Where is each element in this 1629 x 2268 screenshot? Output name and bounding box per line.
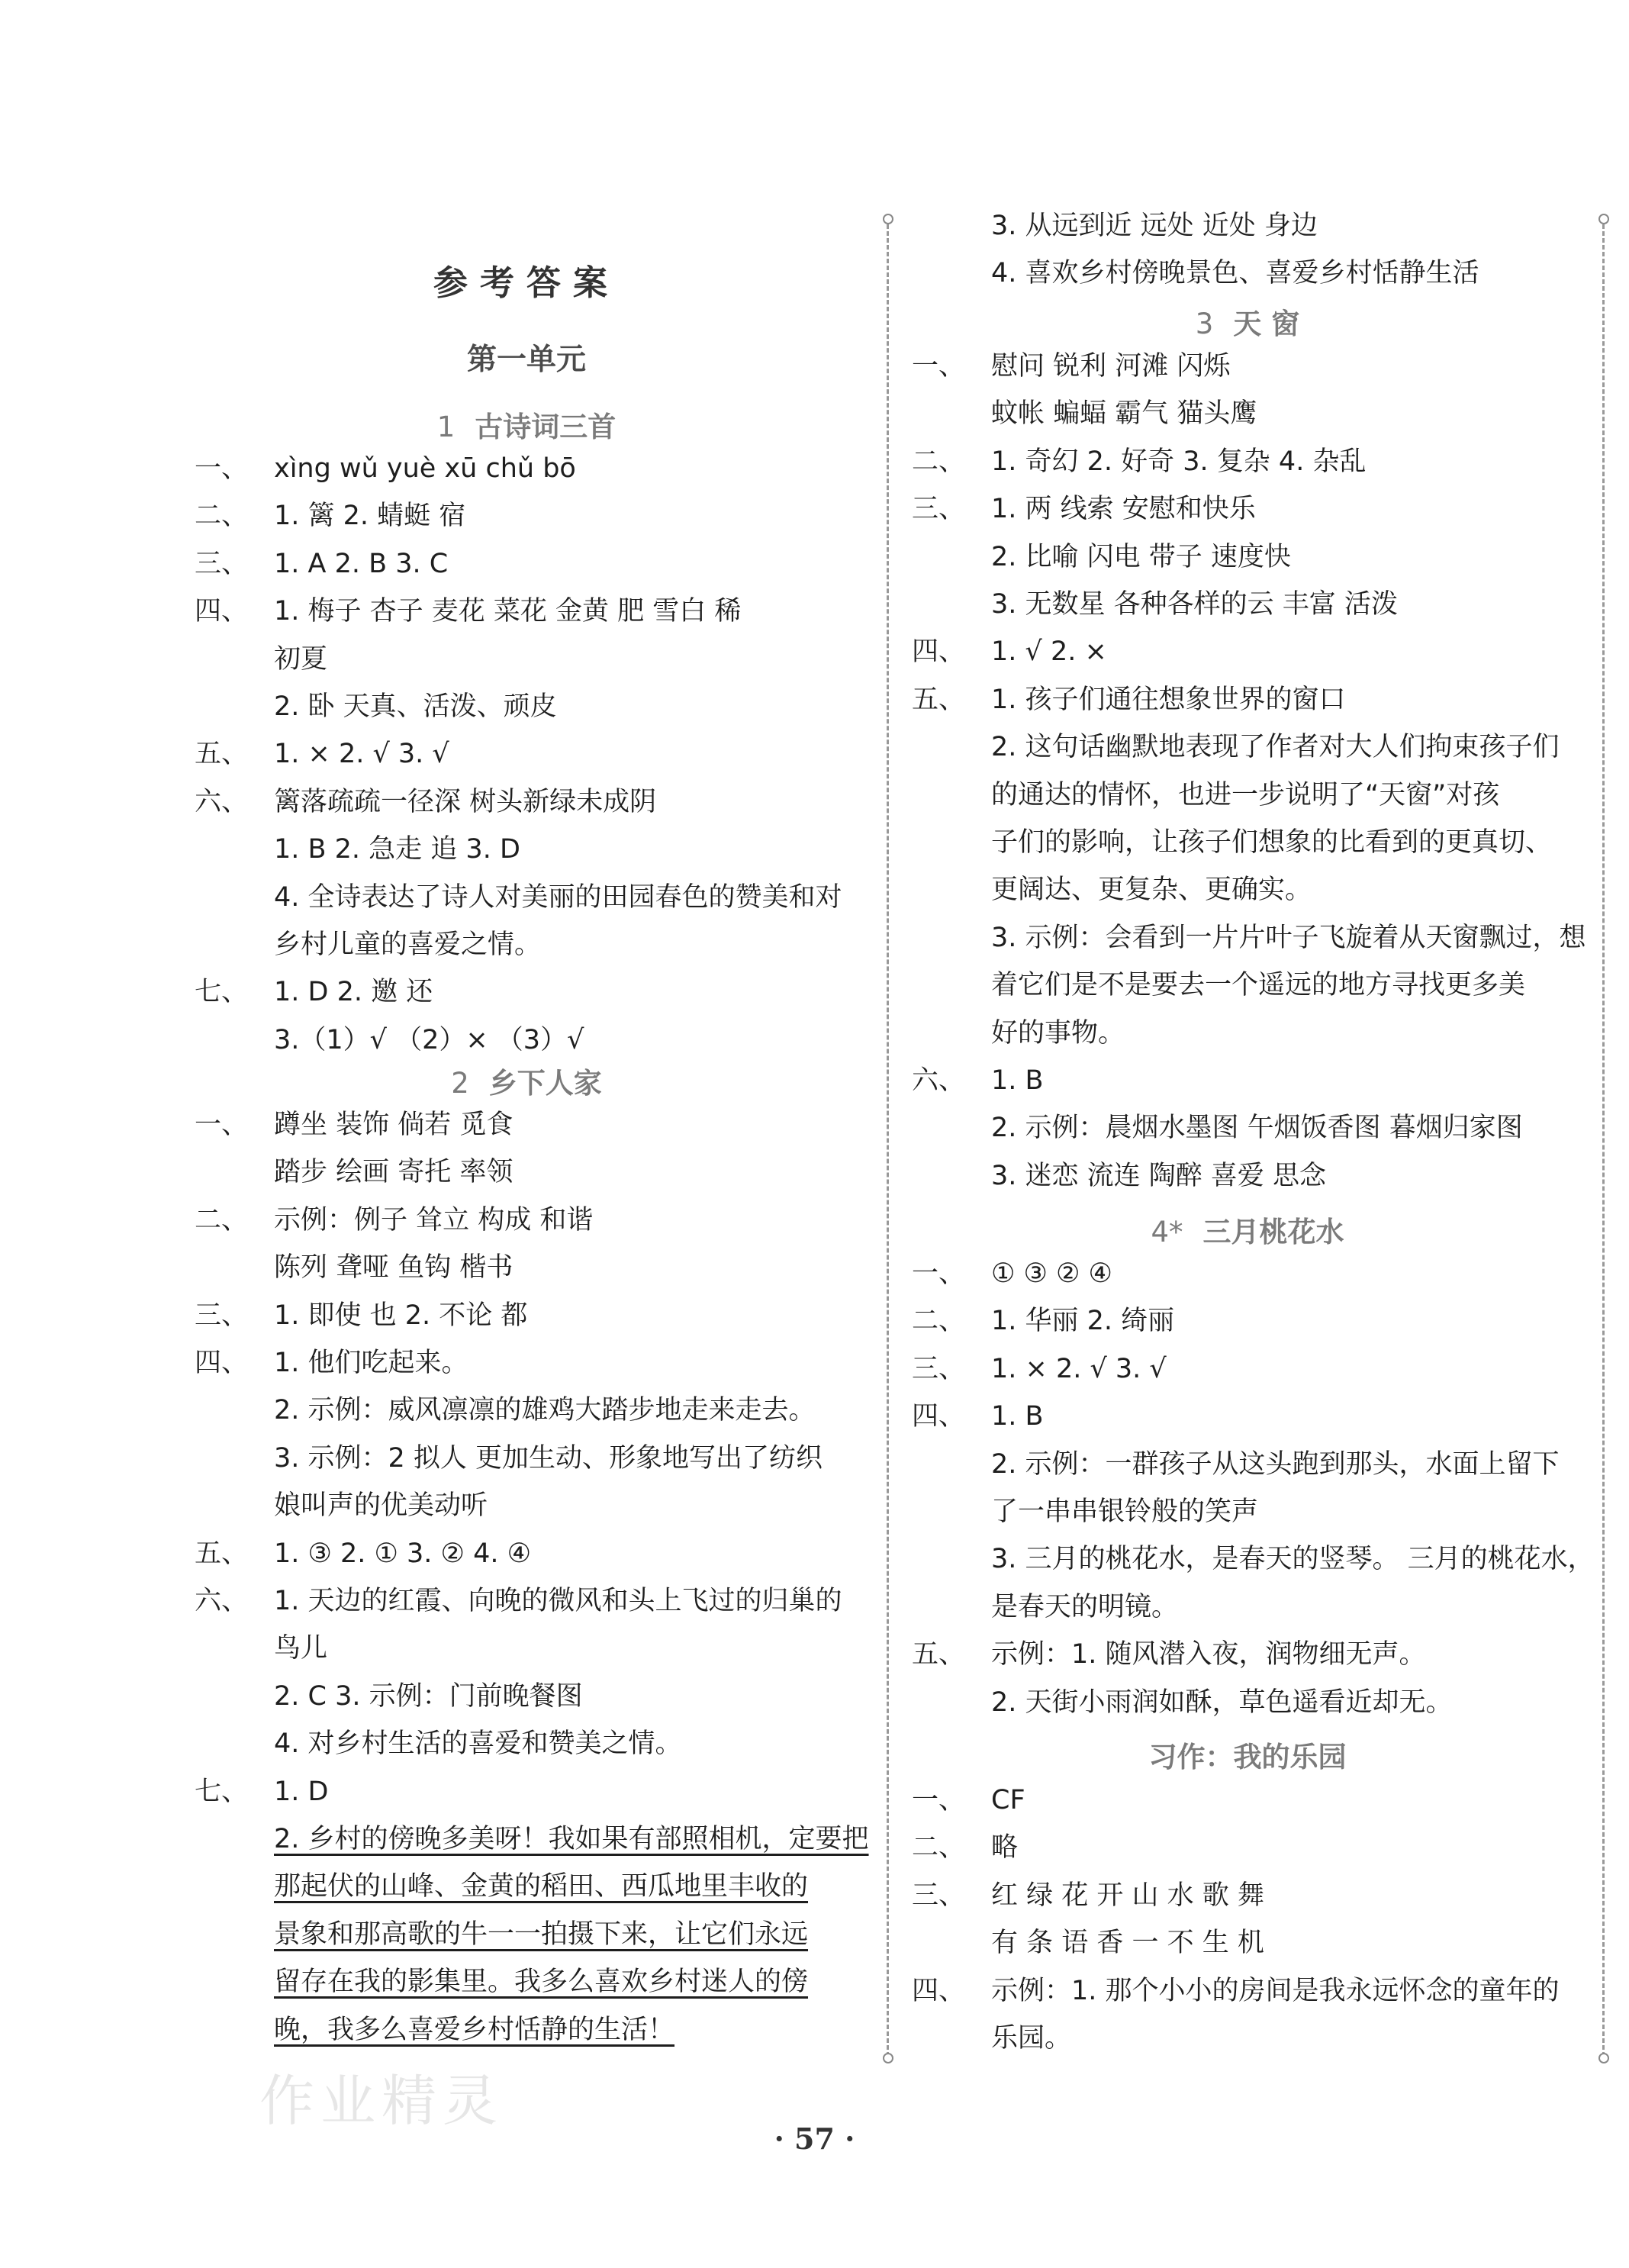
- answer-line: [195, 879, 842, 916]
- answer-text: 1. 天边的红霞、向晚的微风和头上飞过的归巢的: [274, 1586, 842, 1616]
- question-label: 四、: [195, 596, 249, 627]
- answer-line: [912, 208, 1318, 244]
- answer-line: [912, 1255, 1112, 1292]
- answer-line: [912, 1636, 1426, 1673]
- answer-line: [195, 1868, 808, 1905]
- answer-line: [912, 1015, 1125, 1052]
- question-label: 三、: [195, 548, 249, 579]
- answer-text: 2. 比喻 闪电 带子 速度快: [991, 541, 1291, 572]
- question-label: 六、: [912, 1065, 966, 1096]
- answer-text: 娘叫声的优美动听: [274, 1490, 488, 1522]
- answer-line: [195, 1154, 513, 1190]
- answer-text: 1. 他们吃起来。: [274, 1348, 468, 1378]
- answer-text: 1. 篱 2. 蜻蜓 宿: [274, 501, 466, 532]
- answer-text: 红 绿 花 开 山 水 歌 舞: [991, 1880, 1264, 1911]
- page-number: · 57 ·: [774, 2121, 855, 2156]
- section-heading: [912, 1213, 1583, 1252]
- answer-line: [195, 498, 465, 534]
- section-title: 天 窗: [1233, 308, 1300, 340]
- answer-line: [912, 2020, 1071, 2057]
- section-number: 2: [451, 1067, 469, 1100]
- answer-line: [912, 1446, 1560, 1483]
- answer-text: 好的事物。: [991, 1017, 1125, 1049]
- question-label: 一、: [912, 1258, 966, 1289]
- watermark: 作业精灵: [259, 2069, 504, 2133]
- answer-line: [195, 450, 576, 487]
- answer-line: [912, 1684, 1453, 1721]
- answer-line: [912, 1351, 1167, 1387]
- question-label: 二、: [195, 501, 249, 532]
- answer-line: [195, 1916, 808, 1953]
- answer-line: [195, 1345, 468, 1381]
- answer-text: 2. 乡村的傍晚多美呀！我如果有部照相机，定要把: [274, 1824, 869, 1854]
- section-heading: [195, 408, 858, 446]
- question-label: 五、: [912, 684, 966, 715]
- question-label: 三、: [195, 1300, 249, 1331]
- answer-text: 着它们是不是要去一个遥远的地方寻找更多美: [991, 970, 1526, 1001]
- divider-dot: [883, 2053, 893, 2063]
- answer-text: 3. 迷恋 流连 陶醉 喜爱 思念: [991, 1160, 1327, 1191]
- answer-line: [912, 1062, 1044, 1099]
- answer-line: [195, 784, 656, 820]
- section-number: 3: [1195, 308, 1214, 340]
- answer-text: 1. × 2. √ 3. √: [274, 739, 449, 770]
- answer-text: 1. 即使 也 2. 不论 都: [274, 1300, 528, 1331]
- question-label: 五、: [195, 1538, 249, 1569]
- answer-line: [195, 1297, 527, 1334]
- answer-line: [195, 1678, 583, 1715]
- answer-line: [195, 831, 520, 868]
- answer-text: 1. ③ 2. ① 3. ② 4. ④: [274, 1538, 531, 1569]
- answer-line: [912, 871, 1312, 908]
- answer-line: [195, 1630, 327, 1667]
- answer-line: [912, 1829, 1018, 1866]
- answer-text: 2. 示例：威风凛凛的雄鸡大踏步地走来走去。: [274, 1395, 816, 1426]
- question-label: 四、: [912, 1401, 966, 1432]
- answer-text: 4. 全诗表达了诗人对美丽的田园春色的赞美和对: [274, 881, 842, 913]
- answer-text: 2. 示例：一群孩子从这头跑到那头，水面上留下: [991, 1448, 1560, 1480]
- answer-line: [912, 1398, 1044, 1435]
- answer-line: [912, 1303, 1174, 1339]
- question-label: 二、: [912, 1306, 966, 1337]
- answer-line: [195, 1583, 842, 1619]
- question-label: 七、: [195, 1776, 249, 1807]
- column-divider-right: [1602, 217, 1605, 2057]
- answer-line: [195, 641, 327, 678]
- question-label: 六、: [195, 786, 249, 817]
- answer-line: [912, 824, 1552, 861]
- answer-text: xìng wǔ yuè xū chǔ bō: [274, 453, 576, 484]
- answer-line: [195, 736, 449, 772]
- question-label: 五、: [195, 739, 249, 770]
- answer-text: 1. B: [991, 1065, 1044, 1096]
- answer-text: 3. 示例：会看到一片片叶子飞旋着从天窗飘过，想: [991, 922, 1586, 953]
- answer-line: [195, 926, 541, 963]
- answer-text: 1. 华丽 2. 绮丽: [991, 1306, 1175, 1337]
- answer-line: [195, 1022, 584, 1058]
- question-label: 三、: [912, 1880, 966, 1911]
- question-label: 五、: [912, 1639, 966, 1670]
- answer-line: [195, 1440, 823, 1477]
- question-label: 二、: [912, 446, 966, 477]
- answer-text: 慰问 锐利 河滩 闪烁: [991, 351, 1231, 382]
- answer-line: [195, 974, 433, 1010]
- answer-line: [195, 593, 741, 630]
- answer-text: 2. 这句话幽默地表现了作者对大人们拘束孩子们: [991, 732, 1560, 763]
- divider-dot: [1598, 214, 1609, 224]
- question-label: 一、: [195, 453, 249, 484]
- answer-line: [912, 1541, 1595, 1577]
- question-label: 四、: [912, 1975, 966, 2006]
- answer-line: [912, 681, 1346, 718]
- answer-line: [195, 1535, 531, 1572]
- answer-text: CF: [991, 1785, 1025, 1815]
- answer-line: [195, 688, 557, 725]
- question-label: 六、: [195, 1586, 249, 1616]
- answer-line: [912, 1110, 1523, 1146]
- answer-line: [912, 348, 1230, 385]
- answer-line: [912, 491, 1256, 527]
- answer-text: 3. 无数星 各种各样的云 丰富 活泼: [991, 589, 1398, 620]
- answer-line: [912, 920, 1586, 956]
- question-label: 二、: [195, 1204, 249, 1235]
- answer-text: 2. 示例：晨烟水墨图 午烟饭香图 暮烟归家图: [991, 1113, 1523, 1144]
- answer-line: [912, 1973, 1560, 2009]
- main-title: 参考答案: [433, 263, 620, 303]
- answer-text: 蹲坐 装饰 倘若 觅食: [274, 1110, 513, 1140]
- answer-line: [912, 443, 1366, 480]
- answer-text: 蚊帐 蝙蝠 霸气 猫头鹰: [991, 398, 1257, 430]
- answer-line: [912, 255, 1479, 292]
- answer-line: [195, 1821, 869, 1857]
- answer-text: 3. 示例：2 拟人 更加生动、形象地写出了纺织: [274, 1442, 823, 1474]
- answer-text: 那起伏的山峰、金黄的稻田、西瓜地里丰收的: [274, 1871, 809, 1902]
- answer-text: 景象和那高歌的牛一一拍摄下来，让它们永远: [274, 1918, 809, 1950]
- answer-text: 1. 梅子 杏子 麦花 菜花 金黄 肥 雪白 稀: [274, 596, 742, 627]
- answer-text: 1. A 2. B 3. C: [274, 548, 449, 579]
- answer-line: [912, 586, 1398, 623]
- answer-text: 踏步 绘画 寄托 率领: [274, 1157, 513, 1188]
- answer-text: 略: [991, 1832, 1019, 1864]
- answer-line: [195, 1202, 593, 1239]
- section-title: 习作：我的乐园: [1148, 1741, 1347, 1773]
- section-heading: [195, 1065, 858, 1103]
- answer-line: [195, 1964, 808, 2000]
- question-label: 三、: [912, 1353, 966, 1384]
- answer-text: 子们的影响，让孩子们想象的比看到的更真切、: [991, 827, 1553, 858]
- answer-text: 1. √ 2. ×: [991, 636, 1107, 668]
- answer-text: ① ③ ② ④: [991, 1258, 1112, 1289]
- question-label: 一、: [195, 1110, 249, 1140]
- answer-line: [195, 2012, 674, 2048]
- question-label: 一、: [912, 351, 966, 382]
- answer-line: [195, 546, 448, 582]
- section-title: 三月桃花水: [1202, 1216, 1344, 1248]
- answer-text: 3. 从远到近 远处 近处 身边: [991, 211, 1318, 241]
- answer-line: [912, 729, 1560, 765]
- answer-line: [912, 1877, 1264, 1914]
- answer-text: 1. D: [274, 1776, 329, 1807]
- answer-text: 乡村儿童的喜爱之情。: [274, 929, 542, 960]
- answer-line: [912, 633, 1107, 670]
- question-label: 四、: [195, 1348, 249, 1378]
- section-number: 1: [436, 411, 456, 443]
- answer-text: 初夏: [274, 643, 328, 675]
- answer-text: 留存在我的影集里。我多么喜欢乡村迷人的傍: [274, 1967, 809, 1998]
- answer-line: [195, 1725, 682, 1762]
- answer-line: [912, 395, 1257, 432]
- answer-text: 乐园。: [991, 2023, 1072, 2054]
- answer-text: 4. 对乡村生活的喜爱和赞美之情。: [274, 1728, 682, 1760]
- answer-line: [912, 777, 1499, 813]
- answer-line: [912, 1158, 1326, 1194]
- answer-line: [912, 1782, 1025, 1819]
- divider-dot: [883, 214, 893, 224]
- answer-text: 是春天的明镜。: [991, 1591, 1179, 1622]
- column-divider-left: [887, 217, 889, 2057]
- answer-text: 2. 天街小雨润如酥，草色遥看近却无。: [991, 1687, 1453, 1718]
- answer-text: 陈列 聋哑 鱼钩 楷书: [274, 1252, 513, 1284]
- answer-line: [912, 1925, 1264, 1961]
- answer-text: 了一串串银铃般的笑声: [991, 1496, 1259, 1527]
- answer-text: 1. 奇幻 2. 好奇 3. 复杂 4. 杂乱: [991, 446, 1367, 477]
- section-heading: [912, 1738, 1583, 1777]
- answer-text: 更阔达、更复杂、更确实。: [991, 875, 1312, 906]
- answer-line: [912, 1589, 1178, 1625]
- answer-text: 1. 两 线索 安慰和快乐: [991, 494, 1256, 525]
- answer-text: 晚，我多么喜爱乡村恬静的生活！: [274, 2014, 675, 2045]
- answer-text: 1. 孩子们通往想象世界的窗口: [991, 684, 1346, 715]
- answer-text: 示例：1. 那个小小的房间是我永远怀念的童年的: [991, 1975, 1560, 2006]
- answer-text: 3.（1）√ （2）× （3）√: [274, 1024, 584, 1055]
- answer-line: [912, 967, 1525, 1004]
- question-label: 四、: [912, 636, 966, 668]
- answer-text: 篱落疏疏一径深 树头新绿未成阴: [274, 786, 657, 817]
- answer-line: [195, 1249, 513, 1286]
- answer-line: [195, 1107, 513, 1143]
- answer-text: 1. × 2. √ 3. √: [991, 1353, 1167, 1384]
- answer-text: 有 条 语 香 一 不 生 机: [991, 1928, 1264, 1959]
- answer-line: [195, 1392, 816, 1429]
- answer-text: 1. D 2. 邀 还: [274, 977, 433, 1008]
- unit-title: 第一单元: [466, 343, 586, 377]
- question-label: 七、: [195, 977, 249, 1008]
- section-title: 古诗词三首: [475, 411, 617, 443]
- answer-text: 鸟儿: [274, 1633, 328, 1664]
- divider-dot: [1598, 2053, 1609, 2063]
- answer-text: 2. C 3. 示例：门前晚餐图: [274, 1680, 583, 1712]
- section-title: 乡下人家: [488, 1067, 602, 1100]
- section-number: 4*: [1151, 1216, 1183, 1248]
- answer-line: [912, 539, 1291, 575]
- answer-line: [195, 1773, 328, 1810]
- answer-text: 1. B 2. 急走 追 3. D: [274, 834, 520, 865]
- section-heading: [912, 305, 1583, 343]
- answer-text: 3. 三月的桃花水，是春天的竖琴。 三月的桃花水，: [991, 1544, 1595, 1575]
- answer-line: [195, 1487, 488, 1524]
- answer-text: 4. 喜欢乡村傍晚景色、喜爱乡村恬静生活: [991, 258, 1479, 289]
- question-label: 一、: [912, 1785, 966, 1815]
- answer-text: 示例：1. 随风潜入夜，润物细无声。: [991, 1639, 1426, 1670]
- answer-text: 的通达的情怀，也进一步说明了“天窗”对孩: [991, 779, 1500, 810]
- question-label: 三、: [912, 494, 966, 525]
- answer-text: 2. 卧 天真、活泼、顽皮: [274, 691, 557, 722]
- answer-line: [912, 1493, 1258, 1530]
- answer-text: 1. B: [991, 1401, 1044, 1432]
- answer-text: 示例：例子 耸立 构成 和谐: [274, 1204, 594, 1235]
- question-label: 二、: [912, 1832, 966, 1864]
